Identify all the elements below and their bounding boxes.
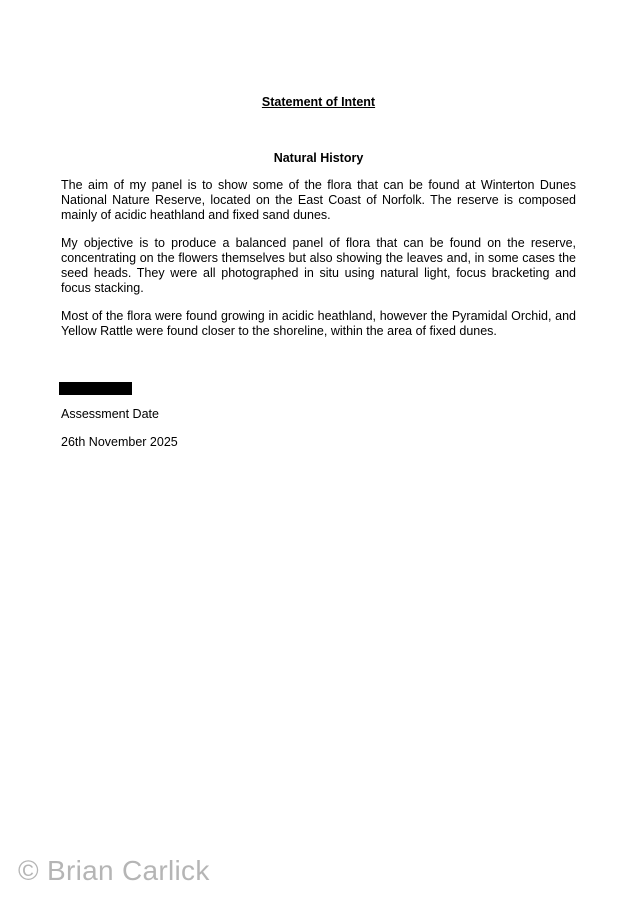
paragraph: Most of the flora were found growing in acidic heathland, however the Pyramidal Orchid, and Yellow Rattle were found closer to the shoreline, within the area of fixed dunes. — [61, 309, 576, 338]
document-title: Statement of Intent — [261, 95, 376, 109]
copyright-watermark: © Brian Carlick — [18, 855, 210, 886]
paragraph: My objective is to produce a balanced panel of flora that can be found on the reserve, concentrating on the flowers themselves but also showing the leaves and, in some cases the seed heads. They were all photographed in situ using natural light, focus bracketing and focus stacking. — [61, 236, 576, 295]
paragraph: The aim of my panel is to show some of the flora that can be found at Winterton Dunes National Nature Reserve, located on the East Coast of Norfolk. The reserve is composed mainly of acidic heathland and fixed sand dunes. — [61, 178, 576, 222]
body-text — [61, 178, 576, 352]
assessment-date-value: 26th November 2025 — [61, 435, 178, 449]
redacted-name-bar — [59, 382, 132, 395]
section-heading: Natural History — [273, 151, 364, 165]
assessment-date-label: Assessment Date — [61, 407, 159, 421]
